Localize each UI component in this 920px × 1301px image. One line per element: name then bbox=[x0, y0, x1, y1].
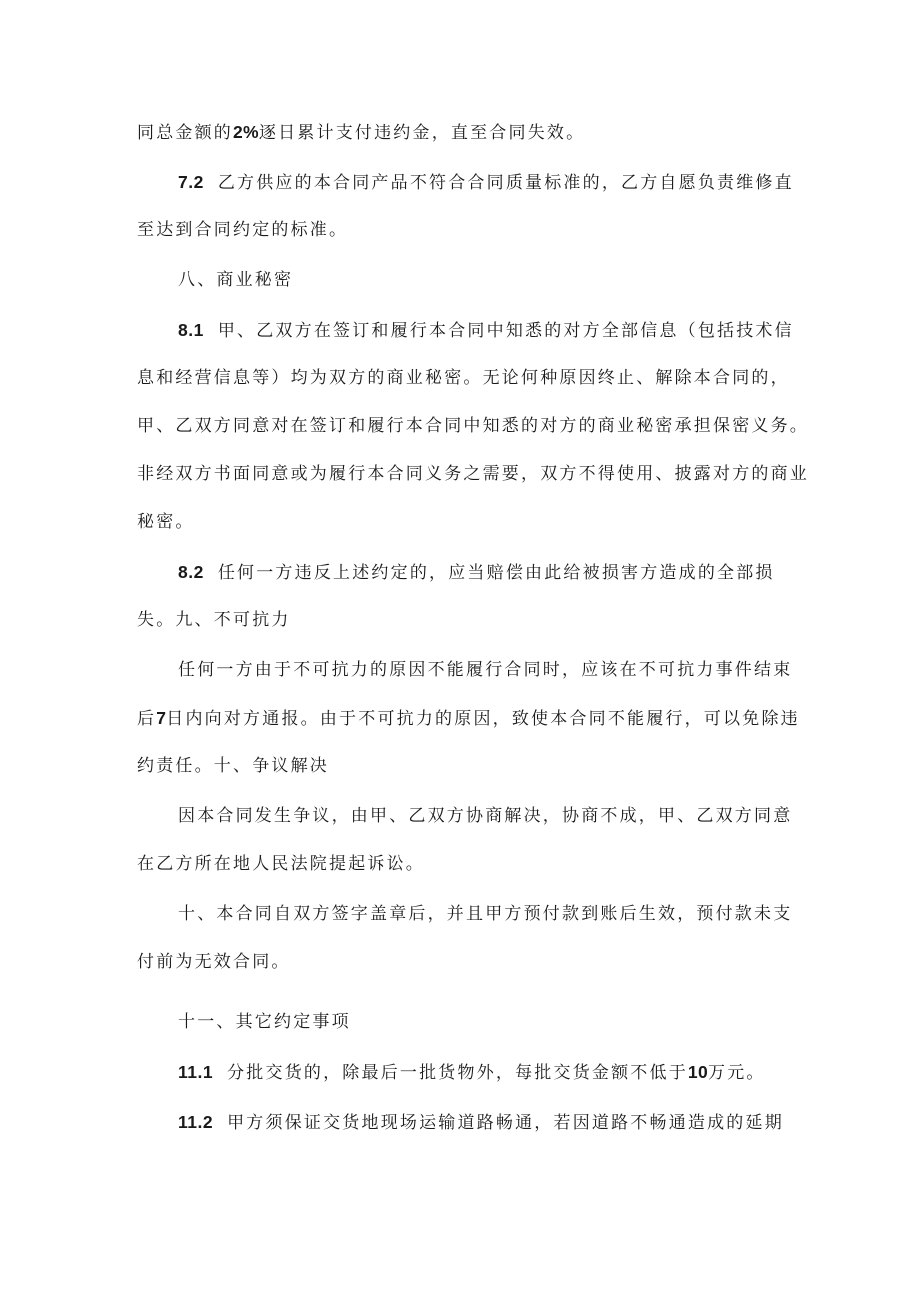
text-line bbox=[137, 510, 195, 534]
text-line bbox=[137, 218, 348, 242]
text-segment: 任何一方由于不可抗力的原因不能履行合同时，应该在不可抗力事件结束 bbox=[178, 660, 793, 680]
text-line bbox=[137, 462, 809, 486]
text-line bbox=[137, 120, 585, 145]
section-heading bbox=[178, 1010, 351, 1034]
clause-number: 7.2 bbox=[178, 172, 204, 192]
text-segment: 甲、乙双方同意对在签订和履行本合同中知悉的对方的商业秘密承担保密义务。 bbox=[137, 416, 809, 436]
clause-number: 8.1 bbox=[178, 320, 204, 340]
text-line bbox=[137, 414, 809, 438]
text-segment: 分批交货的，除最后一批货物外，每批交货金额不低于 bbox=[227, 1063, 688, 1083]
text-segment: 十、本合同自双方签字盖章后，并且甲方预付款到账后生效，预付款未支 bbox=[178, 904, 793, 924]
text-segment: 任何一方违反上述约定的，应当赔偿由此给被损害方造成的全部损 bbox=[217, 563, 775, 583]
text-line bbox=[137, 950, 291, 974]
text-segment: 乙方供应的本合同产品不符合合同质量标准的，乙方自愿负责维修直 bbox=[217, 173, 794, 193]
text-line bbox=[137, 852, 425, 876]
number-inline: 10 bbox=[687, 1062, 708, 1082]
text-segment: 八、商业秘密 bbox=[178, 270, 294, 290]
clause-number: 11.1 bbox=[178, 1062, 214, 1082]
text-line bbox=[137, 706, 800, 731]
text-line bbox=[178, 804, 792, 828]
text-segment: 失。九、不可抗力 bbox=[137, 610, 291, 630]
text-segment: 逐日累计支付违约金，直至合同失效。 bbox=[258, 123, 586, 143]
text-line bbox=[137, 608, 291, 632]
text-segment: 非经双方书面同意或为履行本合同义务之需要，双方不得使用、披露对方的商业 bbox=[137, 464, 809, 484]
number-inline: 2% bbox=[233, 122, 259, 142]
text-segment: 息和经营信息等）均为双方的商业秘密。无论何种原因终止、解除本合同的， bbox=[137, 368, 790, 388]
text-segment: 万元。 bbox=[708, 1063, 766, 1083]
clause-line bbox=[178, 1110, 784, 1135]
clause-line bbox=[178, 1060, 766, 1085]
text-line bbox=[178, 658, 792, 682]
section-heading bbox=[178, 268, 293, 292]
clause-line bbox=[178, 560, 775, 585]
clause-line bbox=[178, 170, 794, 195]
text-segment: 秘密。 bbox=[137, 512, 195, 532]
clause-number: 11.2 bbox=[178, 1112, 214, 1132]
text-segment: 十一、其它约定事项 bbox=[178, 1012, 351, 1032]
clause-line bbox=[178, 318, 794, 343]
text-segment: 因本合同发生争议，由甲、乙双方协商解决，协商不成，甲、乙双方同意 bbox=[178, 806, 793, 826]
text-segment: 甲、乙双方在签订和履行本合同中知悉的对方全部信息（包括技术信 bbox=[217, 321, 794, 341]
text-segment: 在乙方所在地人民法院提起诉讼。 bbox=[137, 854, 425, 874]
clause-number: 8.2 bbox=[178, 562, 204, 582]
text-segment: 后 bbox=[137, 709, 157, 729]
text-line bbox=[137, 366, 790, 390]
text-segment: 约责任。十、争议解决 bbox=[137, 756, 329, 776]
text-segment: 至达到合同约定的标准。 bbox=[137, 220, 349, 240]
number-inline: 7 bbox=[156, 708, 167, 728]
text-segment: 同总金额的 bbox=[137, 123, 233, 143]
text-segment: 甲方须保证交货地现场运输道路畅通，若因道路不畅通造成的延期 bbox=[227, 1113, 784, 1133]
text-line bbox=[137, 754, 329, 778]
text-segment: 付前为无效合同。 bbox=[137, 952, 291, 972]
text-segment: 日内向对方通报。由于不可抗力的原因，致使本合同不能履行，可以免除违 bbox=[166, 709, 800, 729]
text-line bbox=[178, 902, 792, 926]
